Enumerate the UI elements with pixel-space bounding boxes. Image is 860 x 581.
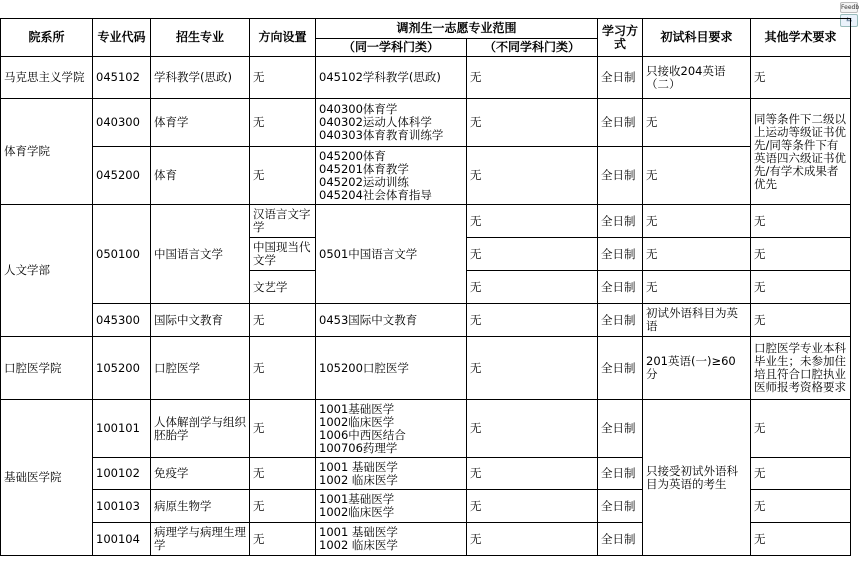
scope-line: 040300体育学	[319, 102, 398, 116]
other-cell: 无	[751, 304, 851, 337]
mode-cell: 全日制	[598, 57, 643, 99]
header-dept: 院系所	[1, 19, 93, 57]
mode-cell: 全日制	[598, 205, 643, 238]
diff-scope-cell: 无	[467, 400, 598, 458]
dept-cell: 基础医学院	[1, 400, 93, 556]
diff-scope-cell: 无	[467, 523, 598, 556]
code-cell: 040300	[93, 99, 151, 147]
mode-cell: 全日制	[598, 147, 643, 205]
dept-cell: 马克思主义学院	[1, 57, 93, 99]
scope-line: 045201体育教学	[319, 161, 409, 176]
table-row	[1, 99, 851, 147]
other-cell: 无	[751, 458, 851, 490]
diff-scope-cell: 无	[467, 490, 598, 523]
header-same: （同一学科门类）	[316, 39, 467, 57]
other-cell: 无	[751, 523, 851, 556]
code-cell: 045102	[93, 57, 151, 99]
other-cell: 无	[751, 490, 851, 523]
same-scope-cell	[316, 57, 467, 99]
header-exam: 初试科目要求	[643, 19, 751, 57]
header-other: 其他学术要求	[751, 19, 851, 57]
diff-scope-cell: 无	[467, 238, 598, 271]
mode-cell: 全日制	[598, 523, 643, 556]
major-cell: 病理学与病理生理学	[151, 523, 250, 556]
direction-cell: 文艺学	[250, 271, 316, 304]
mode-cell: 全日制	[598, 238, 643, 271]
major-cell: 人体解剖学与组织胚胎学	[151, 400, 250, 458]
feedback-button[interactable]: Feedb	[841, 4, 860, 11]
table-row	[1, 147, 851, 205]
header-mode: 学习方式	[598, 19, 643, 57]
other-cell: 无	[751, 400, 851, 458]
mode-cell: 全日制	[598, 490, 643, 523]
exam-cell: 只接收204英语（二）	[643, 57, 751, 99]
diff-scope-cell: 无	[467, 458, 598, 490]
scope-line: 1001基础医学	[319, 492, 395, 506]
direction-cell: 中国现当代文学	[250, 238, 316, 271]
scope-line: 045102学科教学(思政)	[319, 70, 441, 84]
header-code: 专业代码	[93, 19, 151, 57]
direction-cell: 汉语言文字学	[250, 205, 316, 238]
scope-line: 1001 基础医学	[319, 525, 398, 539]
direction-cell: 无	[250, 458, 316, 490]
code-cell: 045300	[93, 304, 151, 337]
header-diff: （不同学科门类）	[467, 39, 598, 57]
same-scope-cell	[316, 490, 467, 523]
major-cell: 口腔医学	[151, 337, 250, 400]
diff-scope-cell: 无	[467, 271, 598, 304]
scope-line: 040303体育教育训练学	[319, 128, 444, 142]
direction-cell: 无	[250, 490, 316, 523]
same-scope-cell	[316, 523, 467, 556]
major-cell: 病原生物学	[151, 490, 250, 523]
scope-line: 0501中国语言文学	[319, 246, 418, 261]
direction-cell: 无	[250, 99, 316, 147]
mode-cell: 全日制	[598, 337, 643, 400]
major-cell: 学科教学(思政)	[151, 57, 250, 99]
scope-line: 0453国际中文教育	[319, 312, 418, 327]
exam-cell: 无	[643, 238, 751, 271]
other-cell: 无	[751, 57, 851, 99]
dept-cell: 人文学部	[1, 205, 93, 337]
dept-cell: 体育学院	[1, 99, 93, 205]
exam-cell: 无	[643, 99, 751, 147]
scope-line: 1001基础医学	[319, 401, 395, 416]
admissions-table	[0, 18, 851, 556]
exam-cell: 初试外语科目为英语	[643, 304, 751, 337]
other-cell: 口腔医学专业本科毕业生；未参加住培且符合口腔执业医师报考资格要求	[751, 337, 851, 400]
code-cell: 100102	[93, 458, 151, 490]
same-scope-cell	[316, 205, 467, 304]
scope-line: 1006中西医结合	[319, 427, 406, 442]
scope-line: 045204社会体育指导	[319, 187, 432, 202]
scope-line: 045200体育	[319, 148, 386, 163]
major-cell: 国际中文教育	[151, 304, 250, 337]
scope-line: 1001 基础医学	[319, 459, 398, 474]
diff-scope-cell: 无	[467, 304, 598, 337]
major-cell: 体育	[151, 147, 250, 205]
header-direction: 方向设置	[250, 19, 316, 57]
scope-line: 1002 临床医学	[319, 538, 398, 552]
scope-line: 100706药理学	[319, 440, 398, 455]
header-major: 招生专业	[151, 19, 250, 57]
code-cell: 105200	[93, 337, 151, 400]
mode-cell: 全日制	[598, 271, 643, 304]
mode-cell: 全日制	[598, 400, 643, 458]
same-scope-cell	[316, 147, 467, 205]
same-scope-cell	[316, 337, 467, 400]
diff-scope-cell: 无	[467, 205, 598, 238]
code-cell: 050100	[93, 205, 151, 304]
other-cell: 同等条件下二级以上运动等级证书优先/同等条件下有英语四六级证书优先/有学术成果者优先	[751, 99, 851, 205]
scope-line: 1002 临床医学	[319, 472, 398, 487]
table-row	[1, 57, 851, 99]
same-scope-cell	[316, 458, 467, 490]
major-cell: 中国语言文学	[151, 205, 250, 304]
direction-cell: 无	[250, 147, 316, 205]
mode-cell: 全日制	[598, 304, 643, 337]
direction-cell: 无	[250, 400, 316, 458]
scope-line: 1002临床医学	[319, 414, 395, 429]
direction-cell: 无	[250, 304, 316, 337]
exam-cell: 只接受初试外语科目为英语的考生	[643, 400, 751, 556]
exam-cell: 201英语(一)≥60分	[643, 337, 751, 400]
other-cell: 无	[751, 271, 851, 304]
major-cell: 体育学	[151, 99, 250, 147]
exam-cell: 无	[643, 205, 751, 238]
direction-cell: 无	[250, 337, 316, 400]
dept-cell: 口腔医学院	[1, 337, 93, 400]
code-cell: 045200	[93, 147, 151, 205]
table-row	[1, 337, 851, 400]
exam-cell: 无	[643, 271, 751, 304]
share-icon[interactable]: ⇆	[840, 14, 858, 27]
table-row	[1, 304, 851, 337]
table-row	[1, 205, 851, 238]
mode-cell: 全日制	[598, 99, 643, 147]
other-cell: 无	[751, 205, 851, 238]
direction-cell: 无	[250, 57, 316, 99]
code-cell: 100101	[93, 400, 151, 458]
same-scope-cell	[316, 304, 467, 337]
direction-cell: 无	[250, 523, 316, 556]
code-cell: 100104	[93, 523, 151, 556]
scope-line: 105200口腔医学	[319, 360, 409, 375]
table-row	[1, 400, 851, 458]
scope-line: 040302运动人体科学	[319, 115, 432, 129]
header-transfer: 调剂生一志愿专业范围	[316, 19, 598, 39]
exam-cell: 无	[643, 147, 751, 205]
diff-scope-cell: 无	[467, 337, 598, 400]
scope-line: 045202运动训练	[319, 174, 409, 189]
mode-cell: 全日制	[598, 458, 643, 490]
code-cell: 100103	[93, 490, 151, 523]
same-scope-cell	[316, 99, 467, 147]
major-cell: 免疫学	[151, 458, 250, 490]
diff-scope-cell: 无	[467, 57, 598, 99]
same-scope-cell	[316, 400, 467, 458]
other-cell: 无	[751, 238, 851, 271]
diff-scope-cell: 无	[467, 147, 598, 205]
header-row-1	[1, 19, 851, 39]
scope-line: 1002临床医学	[319, 505, 395, 519]
diff-scope-cell: 无	[467, 99, 598, 147]
